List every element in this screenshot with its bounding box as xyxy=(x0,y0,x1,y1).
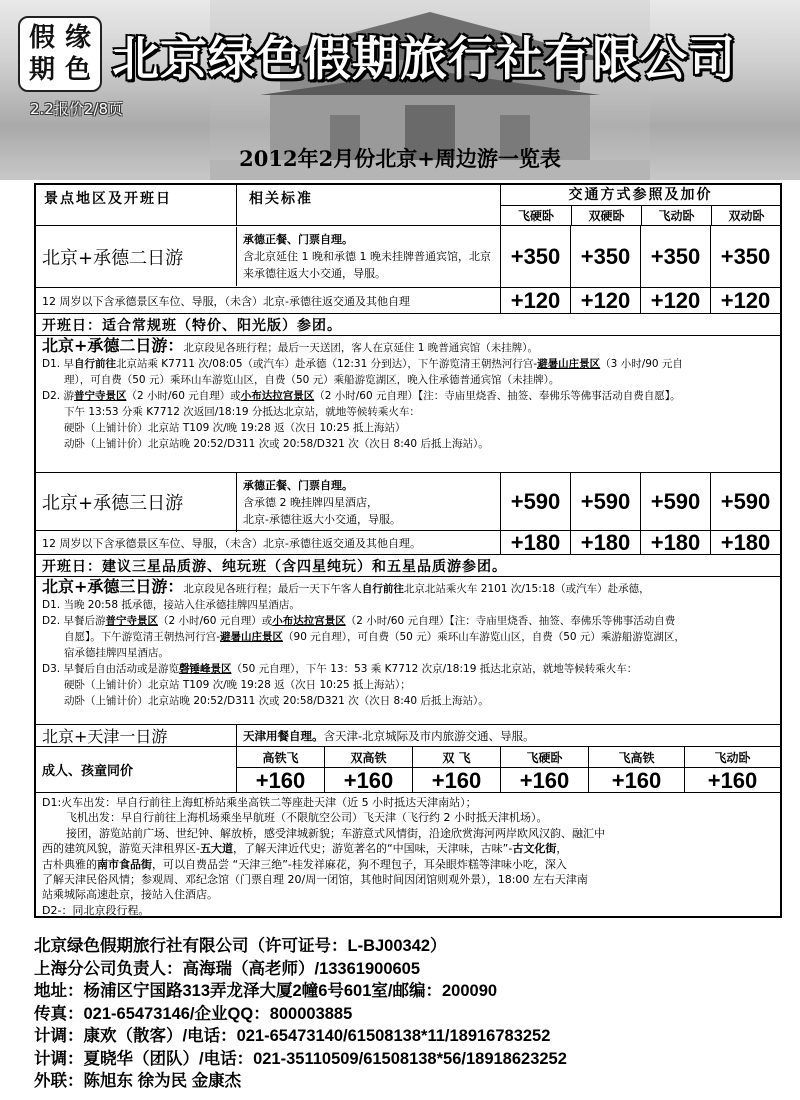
company-logo xyxy=(18,16,102,92)
col-header-mode: 双硬卧 xyxy=(571,206,641,225)
itinerary-text: 硬卧（上铺计价）北京站 T109 次/晚 19:28 返（次日 10:25 抵上海站） xyxy=(64,422,406,434)
price-cell: +590 xyxy=(640,473,710,530)
contact-line: 计调：夏晓华（团队）/电话：021-35110509/61508138*56/18918623252 xyxy=(34,1049,567,1068)
tour-name: 北京+承德三日游 xyxy=(42,492,184,514)
standard-line: 天津用餐自理。 xyxy=(243,728,324,743)
itinerary-text: ，了解天津近代史；游览著名的“中国味，天津味，古味”- xyxy=(232,842,513,856)
contact-line: 计调：康欢（散客）/电话：021-65473140/61508138*11/18916783252 xyxy=(34,1027,551,1045)
table-row xyxy=(36,530,780,554)
tour-name: 北京+承德二日游 xyxy=(42,247,184,269)
tour-table xyxy=(34,183,782,918)
col-header-transport: 交通方式参照及加价 xyxy=(568,187,713,203)
itinerary-text: （2 小时/60 元自理）【注：寺庙里烧香、抽签、奉佛乐等佛事活动自费自愿】。 xyxy=(314,390,681,402)
child-price-cell: +180 xyxy=(570,531,640,554)
itinerary-text: D1. 当晚 20:58 抵承德，接站入住承德挂牌四星酒店。 xyxy=(42,599,300,611)
itinerary-tianjin xyxy=(36,792,780,916)
scenic-spot: 小布达拉宫景区 xyxy=(272,615,346,627)
col-header-area: 景点地区及开班日 xyxy=(44,191,172,207)
itinerary-text: 宿承德挂牌四星酒店。 xyxy=(64,647,169,659)
itinerary-chengde-2day xyxy=(36,335,780,472)
itinerary-text: 下午 13:53 分乘 K7712 次返回/18:19 分抵达北京站，就地等候转乘火车： xyxy=(64,406,420,418)
contact-line: 北京绿色假期旅行社有限公司（许可证号：L-BJ00342） xyxy=(34,937,447,955)
itinerary-text: （50 元自理），下午 13：53 乘 K7712 次京/18:19 抵达北京站，就地等候转乘火车： xyxy=(231,663,638,675)
child-price-cell: +120 xyxy=(710,288,780,313)
tour-standard xyxy=(236,227,500,286)
scenic-spot: 避暑山庄景区 xyxy=(220,631,284,643)
itinerary-text: D2-：同北京段行程。 xyxy=(42,903,150,917)
contact-line: 上海分公司负责人：高海瑞（高老师）/13361900605 xyxy=(34,959,421,978)
col-header-mode: 飞动卧 xyxy=(641,206,711,225)
scenic-spot: 五大道 xyxy=(199,842,233,856)
itinerary-text: 自愿】。下午游览清王朝热河行宫- xyxy=(64,631,221,643)
itinerary-text: 飞机出发：早自行前往上海机场乘坐早航班（不限航空公司）飞天津（飞行约 2 小时抵天津机场）。 xyxy=(66,811,548,825)
child-note: 12 周岁以下含承德景区车位、导服，（未含）北京-承德往返交通及其他自理。 xyxy=(42,536,421,550)
scenic-spot: 避暑山庄景区 xyxy=(537,358,601,370)
tianjin-price: +160 xyxy=(684,768,780,793)
tianjin-price: +160 xyxy=(412,768,500,793)
child-price-cell: +180 xyxy=(500,531,570,554)
logo-char: 期 xyxy=(28,55,55,85)
standard-line: 含承德 2 晚挂牌四星酒店， xyxy=(243,496,378,509)
tianjin-mode: 飞硬卧 xyxy=(500,747,588,767)
price-note: 2.2报价2/8页 xyxy=(30,100,123,118)
standard-line: 承德正餐、门票自理。 xyxy=(243,233,353,246)
itinerary-text: 北京站乘 K7711 次/08:05（或汽车）赴承德（12:31 分到达），下午游览清王朝热河行宫- xyxy=(115,358,538,370)
itinerary-text: 西的建筑风貌，游览天津租界区- xyxy=(42,842,200,856)
logo-char: 假 xyxy=(28,23,55,53)
itinerary-text: （90 元自理），可自费（50 元）乘环山车游览山区，自费（50 元）乘游船游览湖区， xyxy=(283,631,685,643)
itinerary-title: 北京+承德二日游： xyxy=(42,336,184,355)
contact-line: 传真：021-65473146/企业QQ：800003885 xyxy=(34,1004,353,1023)
contact-line: 地址：杨浦区宁国路313弄龙泽大厦2幢6号601室/邮编：200090 xyxy=(34,982,498,1000)
tianjin-mode: 飞高铁 xyxy=(588,747,684,767)
tianjin-mode: 高铁飞 xyxy=(236,747,324,767)
itinerary-text: 动卧（上铺计价）北京站晚 20:52/D311 次或 20:58/D321 次（次日 8:40 后抵上海站）。 xyxy=(64,695,489,707)
standard-line: 含北京延住 1 晚和承德 1 晚未挂牌普通宾馆，北京来承德往返大小交通，导服。 xyxy=(243,250,491,280)
price-label: 成人、孩童同价 xyxy=(42,764,134,779)
col-header-mode: 双动卧 xyxy=(711,206,781,225)
itinerary-text: （2 小时/60 元自理）【注：寺庙里烧香、抽签、奉佛乐等佛事活动自费 xyxy=(345,615,676,627)
tour-name: 北京+天津一日游 xyxy=(42,727,168,746)
price-cell: +350 xyxy=(710,226,780,287)
col-header-transport-group xyxy=(500,185,780,225)
price-cell: +350 xyxy=(500,226,570,287)
itinerary-text: D2. 早餐后游 xyxy=(42,615,106,627)
table-row xyxy=(36,724,780,746)
standard-line: 北京-承德往返大小交通，导服。 xyxy=(243,513,401,526)
table-row xyxy=(36,472,780,530)
itinerary-text: 硬卧（上铺计价）北京站 T109 次/晚 19:28 返（次日 10:25 抵上海站）； xyxy=(64,679,411,691)
itinerary-text: 理），可自费（50 元）乘环山车游览山区，自费（50 元）乘船游览湖区，晚入住承德普通宾馆（未挂牌）。 xyxy=(64,374,560,386)
scenic-spot: 古文化街 xyxy=(512,842,557,856)
price-cell: +350 xyxy=(640,226,710,287)
child-note: 12 周岁以下含承德景区车位、导服，（未含）北京-承德往返交通及其他自理 xyxy=(42,294,410,308)
itinerary-text: 北京北站乘火车 2101 次/15:18（或汽车）赴承德， xyxy=(403,583,650,595)
logo-char: 缘 xyxy=(64,23,91,53)
child-price-cell: +180 xyxy=(640,531,710,554)
tianjin-price: +160 xyxy=(324,768,412,793)
document-title: 2012年2月份北京+周边游一览表 xyxy=(239,146,561,171)
contact-line: 外联：陈旭东 徐为民 金康杰 xyxy=(34,1072,242,1090)
col-header-standard: 相关标准 xyxy=(236,185,500,225)
child-price-cell: +120 xyxy=(500,288,570,313)
itinerary-text: D2. 游 xyxy=(42,390,74,402)
price-cell: +590 xyxy=(500,473,570,530)
itinerary-chengde-3day xyxy=(36,576,780,724)
child-price-cell: +120 xyxy=(640,288,710,313)
tour-standard xyxy=(236,473,500,532)
tianjin-mode: 双高铁 xyxy=(324,747,412,767)
col-header-mode: 飞硬卧 xyxy=(517,209,554,223)
tianjin-mode: 飞动卧 xyxy=(684,747,780,767)
tianjin-mode: 双 飞 xyxy=(412,747,500,767)
itinerary-text: 站乘城际高速赴京，接站入住酒店。 xyxy=(42,888,218,902)
itinerary-text: ，可以自费品尝 “天津三绝”-桂发祥麻花，狗不理包子，耳朵眼炸糕等津味小吃，深入 xyxy=(152,857,567,871)
contact-footer xyxy=(34,935,794,1093)
itinerary-text: 北京段见各班行程；最后一天下午客人 xyxy=(183,583,362,595)
itinerary-text: 北京段见各班行程；最后一天送团，客人在京延住 1 晚普通宾馆（未挂牌）。 xyxy=(183,342,539,354)
tianjin-price: +160 xyxy=(236,768,324,793)
table-row xyxy=(36,287,780,313)
itinerary-text: 自行前往 xyxy=(73,358,116,370)
company-name: 北京绿色假期旅行社有限公司 xyxy=(112,32,736,87)
itinerary-text: 自行前往 xyxy=(361,583,404,595)
itinerary-text: 古朴典雅的 xyxy=(42,857,97,871)
tianjin-price: +160 xyxy=(588,768,684,793)
itinerary-title: 北京+承德三日游： xyxy=(42,577,184,596)
child-price-cell: +120 xyxy=(570,288,640,313)
itinerary-text: （3 小时/90 元自 xyxy=(600,358,683,370)
itinerary-text: 接团，游览站前广场、世纪钟、解放桥，感受津城新貌；车游意式风情街，沿途欣赏海河两岸欧风汉韵、融汇中 xyxy=(66,826,605,840)
itinerary-text: （2 小时/60 元自理）或 xyxy=(157,615,273,627)
table-row xyxy=(36,746,780,792)
scenic-spot: 普宁寺景区 xyxy=(73,390,127,402)
price-cell: +590 xyxy=(710,473,780,530)
standard-line: 承德正餐、门票自理。 xyxy=(243,479,353,492)
scenic-spot: 普宁寺景区 xyxy=(105,615,158,627)
scenic-spot: 小布达拉宫景区 xyxy=(240,390,315,402)
price-cell: +350 xyxy=(570,226,640,287)
itinerary-text: D3. 早餐后自由活动或是游览 xyxy=(42,663,179,675)
itinerary-text: （2 小时/60 元自理）或 xyxy=(126,390,241,402)
table-row xyxy=(36,225,780,287)
scenic-spot: 南市食品街 xyxy=(97,857,152,871)
scenic-spot: 磬锤峰景区 xyxy=(178,663,232,675)
tour-standard xyxy=(236,725,780,746)
table-row xyxy=(36,554,780,576)
standard-line: 含天津-北京城际及市内旅游交通、导服。 xyxy=(323,728,535,743)
table-header-row xyxy=(36,185,780,225)
tianjin-price: +160 xyxy=(500,768,588,793)
itinerary-text: 动卧（上铺计价）北京站晚 20:52/D311 次或 20:58/D321 次（次日 8:40 后抵上海站）。 xyxy=(64,438,489,450)
logo-char: 色 xyxy=(64,55,91,85)
itinerary-text: D1:火车出发：早自行前往上海虹桥站乘坐高铁二等座赴天津（近 5 小时抵达天津南站）； xyxy=(42,796,477,809)
itinerary-text: D1. 早 xyxy=(42,358,74,370)
itinerary-text: ， xyxy=(556,842,568,856)
table-row xyxy=(36,313,780,335)
departure-banner: 开班日：适合常规班（特价、阳光版）参团。 xyxy=(42,317,342,334)
price-cell: +590 xyxy=(570,473,640,530)
departure-banner: 开班日：建议三星品质游、纯玩班（含四星纯玩）和五星品质游参团。 xyxy=(42,558,507,575)
itinerary-text: 了解天津民俗风情；参观周、邓纪念馆（门票自理 20/周一闭馆，其他时间因闭馆则观外景），18:00 左右天津南 xyxy=(42,873,588,887)
child-price-cell: +180 xyxy=(710,531,780,554)
